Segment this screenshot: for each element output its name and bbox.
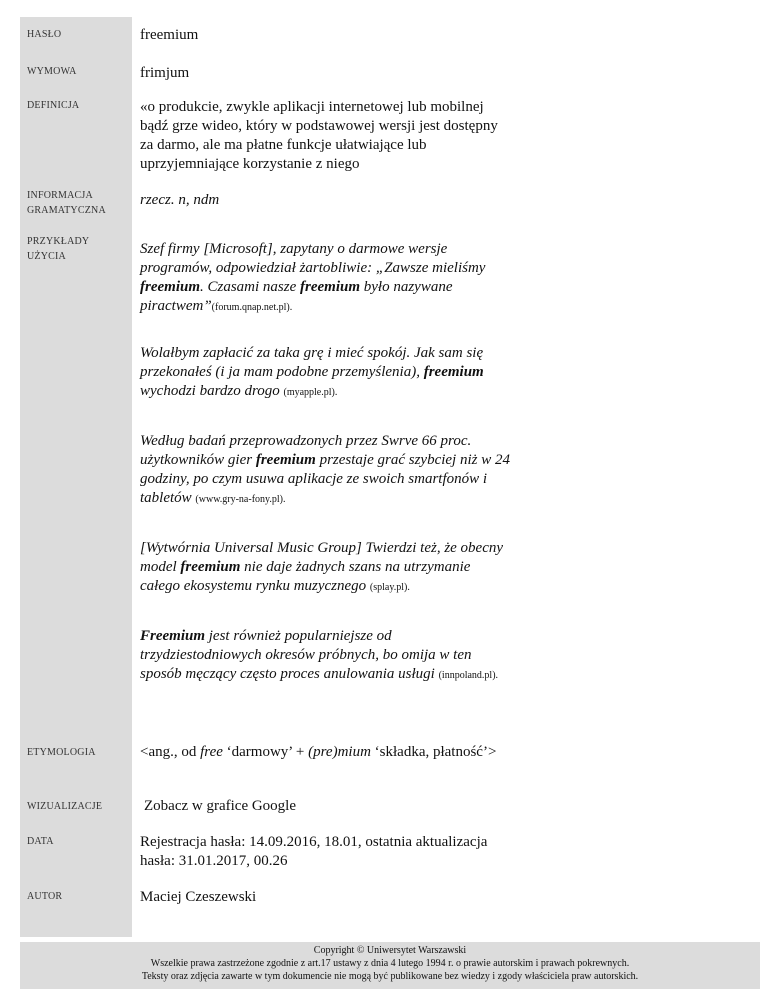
footer-notice: Teksty oraz zdjęcia zawarte w tym dokumencie nie mogą być publikowane bez wiedzy i zgody właściciela praw autorskich. (141, 971, 639, 982)
headword: freemium (140, 27, 199, 43)
footer-rights: Wszelkie prawa zastrzeżone zgodnie z art.17 ustawy z dnia 4 lutego 1994 r. o prawie autorskim i prawach pokrewnych. (150, 958, 630, 969)
label-data: DATA (27, 836, 54, 847)
label-przyklady-line2: UŻYCIA (27, 251, 66, 262)
label-haslo: HASŁO (27, 29, 62, 40)
label-wizualizacje: WIZUALIZACJE (27, 801, 103, 812)
label-przyklady (27, 234, 132, 264)
example-source: (innpoland.pl) (438, 670, 496, 681)
example-source: (splay.pl) (369, 582, 408, 593)
footer-copyright: Copyright © Uniwersytet Warszawski (313, 945, 467, 956)
label-gramatyka-line1: INFORMACJA (27, 190, 93, 201)
label-autor: AUTOR (27, 891, 63, 902)
label-przyklady-line1: PRZYKŁADY (27, 236, 90, 247)
label-gramatyka (27, 188, 132, 218)
example-source: (myapple.pl) (283, 387, 335, 398)
grammar-info: rzecz. n, ndm (140, 192, 220, 208)
author: Maciej Czeszewski (140, 889, 257, 905)
example-3: Według badań przeprowadzonych przez Swrve 66 proc. użytkowników gier freemium przestaje grać szybciej niż w 24 godziny, po czym usuwa aplikacje ze swoich smartfonów i tabletów (www.gry-na-fony.pl). (140, 433, 510, 506)
entry-dates: Rejestracja hasła: 14.09.2016, 18.01, ostatnia aktualizacja hasła: 31.01.2017, 00.26 (140, 834, 488, 869)
copyright-footer (20, 942, 760, 989)
example-source: (forum.qnap.net.pl) (211, 302, 290, 313)
label-gramatyka-line2: GRAMATYCZNA (27, 205, 106, 216)
label-wymowa: WYMOWA (27, 66, 77, 77)
google-images-link[interactable]: Zobacz w grafice Google (144, 798, 297, 814)
label-definicja: DEFINICJA (27, 100, 80, 111)
example-1: Szef firmy [Microsoft], zapytany o darmowe wersje programów, odpowiedział żartobliwie: „Zawsze mieliśmy freemium. Czasami nasze freemium było nazywane piractwem”(forum.qnap.net.pl). (140, 241, 486, 314)
example-4: [Wytwórnia Universal Music Group] Twierdzi też, że obecny model freemium nie daje żadnych szans na utrzymanie całego ekosystemu rynku muzycznego (splay.pl). (140, 540, 504, 594)
etymology: <ang., od free ‘darmowy’ + (pre)mium ‘składka, płatność’> (140, 744, 497, 760)
label-etymologia: ETYMOLOGIA (27, 747, 96, 758)
example-source: (www.gry-na-fony.pl) (195, 494, 283, 505)
example-5: Freemium jest również popularniejsze od trzydziestodniowych okresów próbnych, bo omija w ten sposób męczący często proces anulowania usługi (innpoland.pl). (140, 628, 499, 682)
pronunciation: frimjum (140, 65, 190, 81)
example-2: Wolałbym zapłacić za taka grę i mieć spokój. Jak sam się przekonałeś (i ja mam podobne przemyślenia), freemium wychodzi bardzo drogo (myapple.pl). (140, 345, 484, 399)
definition: «o produkcie, zwykle aplikacji internetowej lub mobilnej bądź grze wideo, który w podstawowej wersji jest dostępny za darmo, ale ma płatne funkcje ułatwiające lub uprzyjemniające korzystanie z niego (140, 99, 498, 172)
